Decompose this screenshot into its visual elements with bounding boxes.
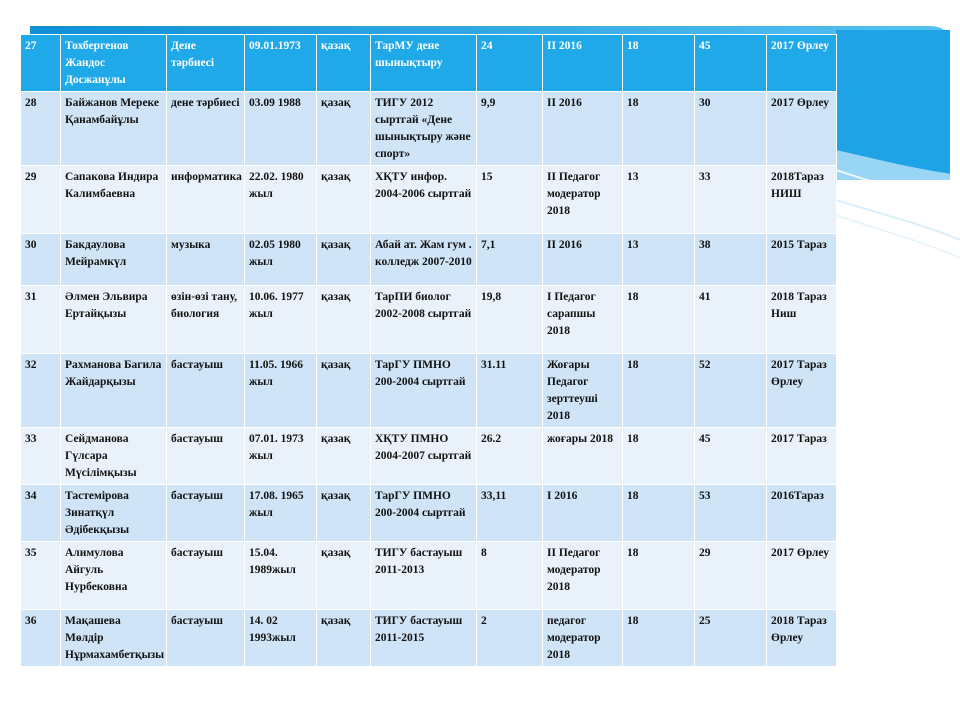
cell-course: 2017 Тараз Өрлеу: [767, 354, 837, 428]
cell-exp: 19,8: [477, 286, 543, 354]
cell-course: 2017 Өрлеу: [767, 542, 837, 610]
cell-course: 2018Тараз НИШ: [767, 166, 837, 234]
cell-course: 2018 Тараз Өрлеу: [767, 610, 837, 667]
table-row: [21, 485, 837, 542]
cell-edu: ХҚТУ инфор. 2004-2006 сыртгай: [371, 166, 477, 234]
cell-no: 31: [21, 286, 61, 354]
cell-no: 30: [21, 234, 61, 286]
cell-no: 33: [21, 428, 61, 485]
cell-subject: музыка: [167, 234, 245, 286]
cell-exp: 33,11: [477, 485, 543, 542]
cell-exp: 31.11: [477, 354, 543, 428]
cell-cat: Жоғары Педагог зерттеуші 2018: [543, 354, 623, 428]
header-cell: Тохбергенов Жандос Досжанұлы: [61, 35, 167, 92]
cell-n: 45: [695, 428, 767, 485]
cell-name: Сейдманова Гүлсара Мүсілімқызы: [61, 428, 167, 485]
cell-course: 2015 Тараз: [767, 234, 837, 286]
header-row: [21, 35, 837, 92]
header-cell: Дене тәрбиесі: [167, 35, 245, 92]
cell-exp: 26.2: [477, 428, 543, 485]
cell-cat: II 2016: [543, 234, 623, 286]
cell-nat: қазақ: [317, 485, 371, 542]
cell-birth: 14. 02 1993жыл: [245, 610, 317, 667]
cell-birth: 17.08. 1965 жыл: [245, 485, 317, 542]
cell-course: 2018 Тараз Ниш: [767, 286, 837, 354]
cell-subject: информатика: [167, 166, 245, 234]
cell-hours: 18: [623, 542, 695, 610]
cell-nat: қазақ: [317, 166, 371, 234]
cell-course: 2016Тараз: [767, 485, 837, 542]
cell-nat: қазақ: [317, 542, 371, 610]
cell-name: Мақашева Мөлдір Нұрмахамбетқызы: [61, 610, 167, 667]
cell-subject: бастауыш: [167, 485, 245, 542]
cell-name: Рахманова Багила Жайдарқызы: [61, 354, 167, 428]
cell-edu: ХҚТУ ПМНО 2004-2007 сыртгай: [371, 428, 477, 485]
cell-subject: бастауыш: [167, 542, 245, 610]
cell-cat: II Педагог модератор 2018: [543, 542, 623, 610]
cell-edu: ТИГУ 2012 сыртгай «Дене шынықтыру және спорт»: [371, 92, 477, 166]
cell-exp: 15: [477, 166, 543, 234]
header-cell: ТарМУ дене шынықтыру: [371, 35, 477, 92]
cell-n: 29: [695, 542, 767, 610]
table-row: [21, 166, 837, 234]
cell-nat: қазақ: [317, 286, 371, 354]
cell-no: 34: [21, 485, 61, 542]
cell-name: Алимулова Айгуль Нурбековна: [61, 542, 167, 610]
cell-exp: 2: [477, 610, 543, 667]
cell-hours: 18: [623, 286, 695, 354]
staff-table: [20, 34, 837, 667]
cell-birth: 07.01. 1973 жыл: [245, 428, 317, 485]
header-cell: 18: [623, 35, 695, 92]
cell-no: 35: [21, 542, 61, 610]
cell-hours: 13: [623, 234, 695, 286]
cell-name: Сапакова Индира Калимбаевна: [61, 166, 167, 234]
cell-hours: 18: [623, 428, 695, 485]
cell-cat: жоғары 2018: [543, 428, 623, 485]
cell-name: Бакдаулова Мейрамкүл: [61, 234, 167, 286]
cell-hours: 13: [623, 166, 695, 234]
cell-birth: 10.06. 1977 жыл: [245, 286, 317, 354]
cell-name: Тастемірова Зинатқүл Әдібекқызы: [61, 485, 167, 542]
header-cell: 27: [21, 35, 61, 92]
table-row: [21, 286, 837, 354]
cell-birth: 11.05. 1966 жыл: [245, 354, 317, 428]
cell-n: 33: [695, 166, 767, 234]
header-cell: 24: [477, 35, 543, 92]
table-row: [21, 542, 837, 610]
cell-cat: I 2016: [543, 485, 623, 542]
cell-name: Байжанов Мереке Қанамбайұлы: [61, 92, 167, 166]
cell-nat: қазақ: [317, 428, 371, 485]
cell-hours: 18: [623, 92, 695, 166]
cell-n: 53: [695, 485, 767, 542]
cell-edu: ТарГУ ПМНО 200-2004 сыртгай: [371, 354, 477, 428]
cell-cat: I Педагог сарапшы 2018: [543, 286, 623, 354]
cell-edu: ТИГУ бастауыш 2011-2015: [371, 610, 477, 667]
cell-birth: 02.05 1980 жыл: [245, 234, 317, 286]
header-cell: 45: [695, 35, 767, 92]
cell-birth: 22.02. 1980 жыл: [245, 166, 317, 234]
cell-edu: Абай ат. Жам гум . колледж 2007-2010: [371, 234, 477, 286]
cell-nat: қазақ: [317, 354, 371, 428]
cell-n: 38: [695, 234, 767, 286]
cell-nat: қазақ: [317, 234, 371, 286]
cell-cat: педагог модератор 2018: [543, 610, 623, 667]
cell-cat: II 2016: [543, 92, 623, 166]
cell-n: 25: [695, 610, 767, 667]
cell-hours: 18: [623, 354, 695, 428]
cell-no: 29: [21, 166, 61, 234]
cell-nat: қазақ: [317, 610, 371, 667]
table-row: [21, 354, 837, 428]
cell-subject: бастауыш: [167, 428, 245, 485]
table-row: [21, 92, 837, 166]
cell-no: 36: [21, 610, 61, 667]
cell-birth: 03.09 1988: [245, 92, 317, 166]
table-row: [21, 234, 837, 286]
header-cell: 2017 Өрлеу: [767, 35, 837, 92]
header-cell: 09.01.1973: [245, 35, 317, 92]
cell-hours: 18: [623, 610, 695, 667]
table-row: [21, 610, 837, 667]
cell-exp: 8: [477, 542, 543, 610]
cell-cat: II Педагог модератор 2018: [543, 166, 623, 234]
cell-hours: 18: [623, 485, 695, 542]
cell-edu: ТарПИ биолог 2002-2008 сыртгай: [371, 286, 477, 354]
cell-subject: бастауыш: [167, 354, 245, 428]
cell-exp: 9,9: [477, 92, 543, 166]
cell-subject: өзін-өзі тану, биология: [167, 286, 245, 354]
cell-n: 41: [695, 286, 767, 354]
cell-no: 28: [21, 92, 61, 166]
cell-exp: 7,1: [477, 234, 543, 286]
table-row: [21, 428, 837, 485]
cell-edu: ТарГУ ПМНО 200-2004 сыртгай: [371, 485, 477, 542]
cell-course: 2017 Өрлеу: [767, 92, 837, 166]
header-cell: қазақ: [317, 35, 371, 92]
cell-no: 32: [21, 354, 61, 428]
cell-course: 2017 Тараз: [767, 428, 837, 485]
cell-name: Әлмен Эльвира Ертайқызы: [61, 286, 167, 354]
cell-nat: қазақ: [317, 92, 371, 166]
cell-n: 52: [695, 354, 767, 428]
cell-n: 30: [695, 92, 767, 166]
header-cell: II 2016: [543, 35, 623, 92]
cell-edu: ТИГУ бастауыш 2011-2013: [371, 542, 477, 610]
cell-subject: дене тәрбиесі: [167, 92, 245, 166]
cell-subject: бастауыш: [167, 610, 245, 667]
cell-birth: 15.04. 1989жыл: [245, 542, 317, 610]
staff-table-container: [20, 34, 836, 667]
